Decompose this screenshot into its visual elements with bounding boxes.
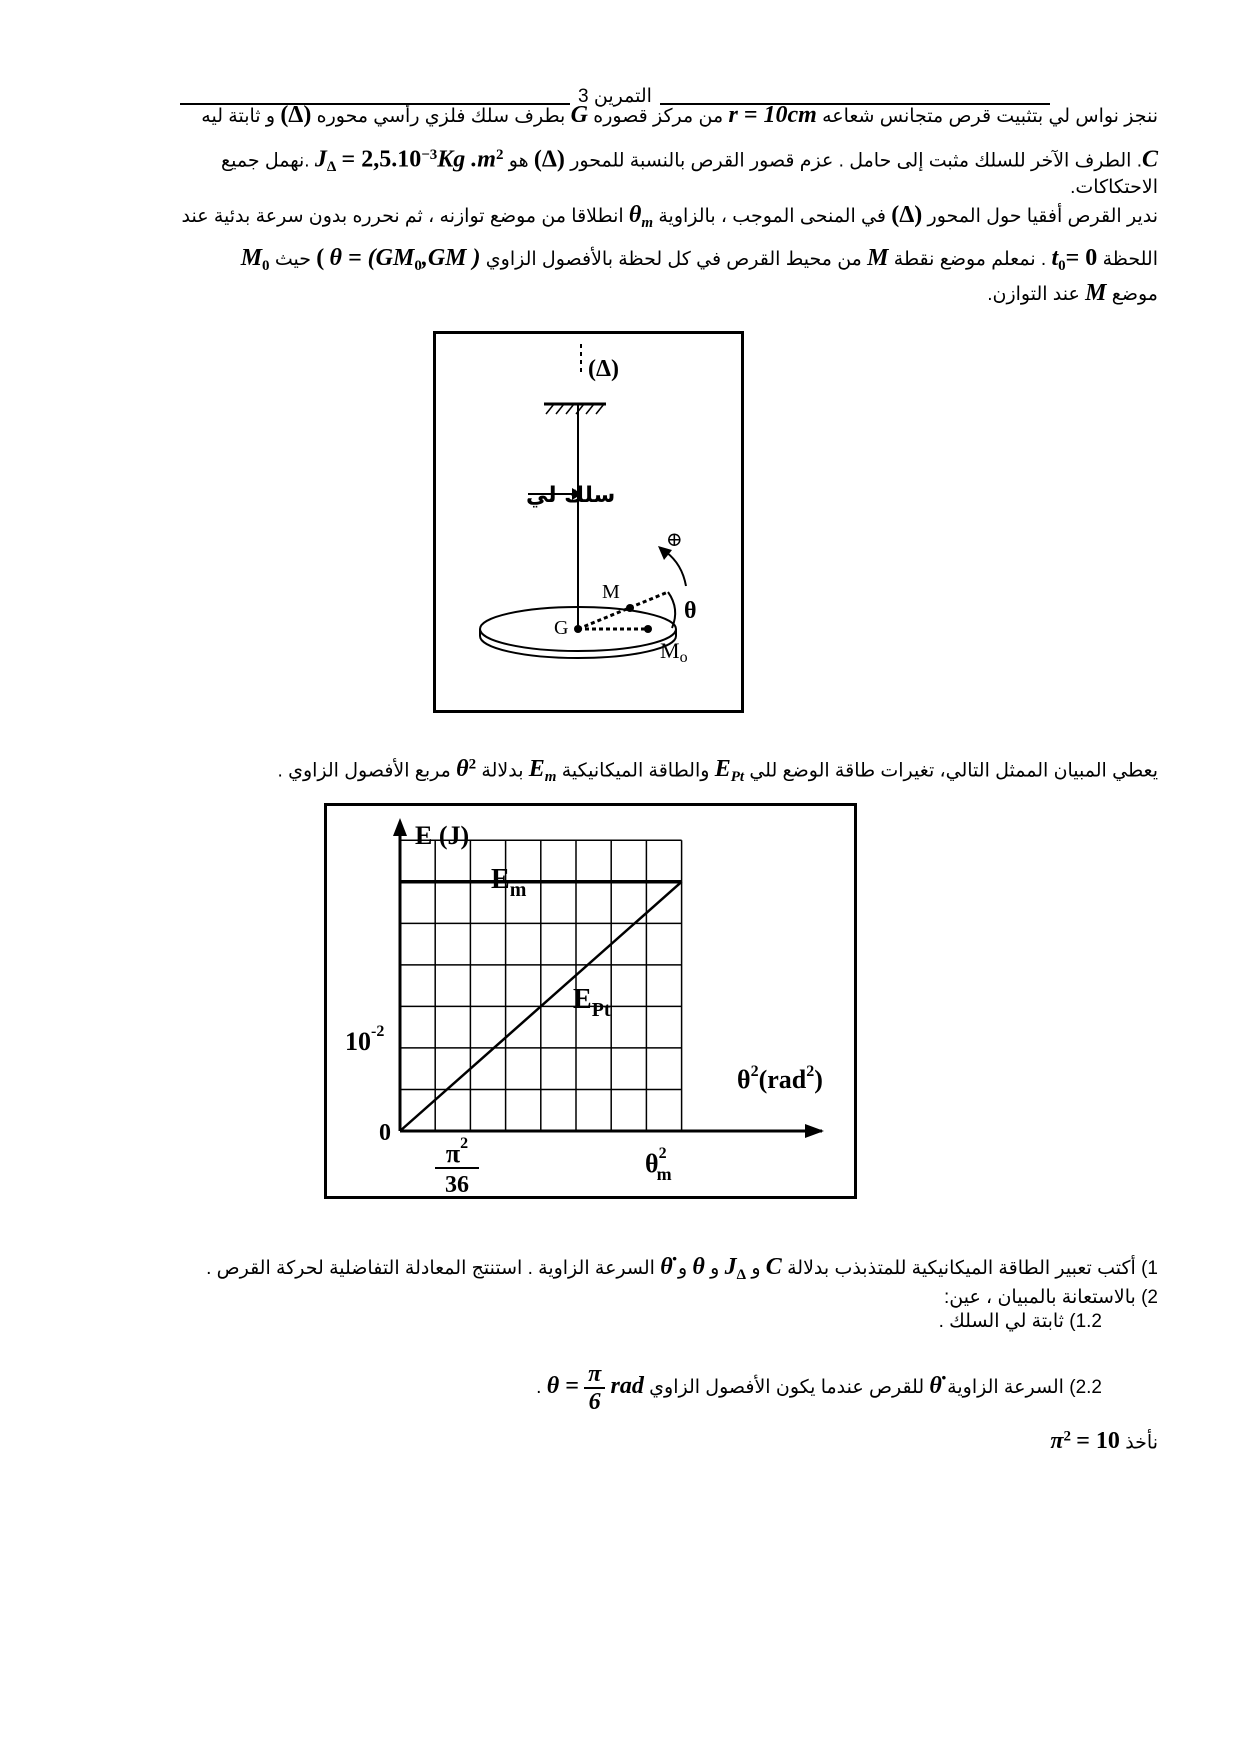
wire-label: سلك لي [526, 483, 616, 508]
point-M0-label: Mo [660, 638, 688, 666]
EPt-series-label: $E_{Pt}$ [573, 984, 611, 1021]
chart-grid [400, 840, 682, 1131]
paragraph1-line1: ننجز نواس لي بتثبيت قرص متجانس شعاعه r = 10cm من مركز قصوره G بطرف سلك فلزي رأسي محوره (Δ) و ثابتة ليه [201, 102, 1158, 128]
point-M0 [644, 625, 652, 633]
paragraph2-line1: ندير القرص أفقيا حول المحور (Δ) في المنحى الموجب ، بالزاوية $\theta_m$ انطلاقا من موضع توازنه ، ثم نحرره بدون سرعة بدئية عند [181, 202, 1158, 231]
positive-direction-arc [666, 552, 686, 586]
question-1: 1) أكتب تعبير الطاقة الميكانيكية للمتذبذب بدلالة C و $J_\Delta$ و θ و θ̇ السرعة الزاوية . استنتج المعادلة التفاضلية لحركة القرص . [206, 1254, 1158, 1283]
energy-chart [327, 806, 854, 1196]
point-M [626, 604, 634, 612]
angle-theta-label: θ [684, 598, 697, 624]
question-2-1: 1.2) ثابتة لي السلك . [938, 1311, 1102, 1332]
x-tick-label-pi2-36 [435, 1135, 479, 1196]
paragraph2-line2: اللحظة $t_0= 0$ . نمعلم موضع نقطة M من محيط القرص في كل لحظة بالأفصول الزاوي ( $\theta = (GM_0,GM$ ) حيث $M_0$ [240, 245, 1158, 274]
y-axis-arrowhead [393, 818, 407, 836]
paragraph1-line2: C. الطرف الآخر للسلك مثبت إلى حامل . عزم قصور القرص بالنسبة للمحور (Δ) هو $J_\Delta = 2,5.10^{-3}Kg$ $.m^2$ .نهمل جميع [221, 146, 1158, 176]
note-pi-squared: نأخذ $\pi^2 = 10$ [1050, 1428, 1158, 1455]
positive-sign: ⊕ [666, 529, 683, 551]
Em-series-label: $E_m$ [491, 864, 527, 901]
paragraph1-line3: الاحتكاكات. [1070, 177, 1158, 198]
torsion-pendulum-drawing [436, 334, 741, 710]
pi-over-6-fraction: $\frac{\pi}{6}$ [584, 1361, 605, 1415]
origin-label: 0 [379, 1120, 391, 1146]
point-M-label: M [602, 581, 620, 603]
y-axis-label: E (J) [415, 821, 470, 850]
svg-text:π2: $\pi^2$ [445, 1135, 469, 1168]
svg-text:36: 36 [445, 1172, 469, 1196]
disc-side [480, 629, 676, 658]
point-G-label: G [554, 617, 569, 639]
x-axis-arrowhead [805, 1124, 824, 1138]
torsion-pendulum-figure [433, 331, 744, 713]
axis-label: (Δ) [588, 356, 620, 382]
exercise-title: التمرين 3 [578, 86, 652, 107]
energy-chart-figure [324, 803, 857, 1199]
G-M-dotted-line [578, 592, 668, 629]
paragraph2-line3: موضع M عند التوازن. [987, 280, 1158, 306]
x-tick-label-theta-m2: $\theta^2$ m [645, 1145, 672, 1184]
question-2: 2) بالاستعانة بالمبيان ، عين: [943, 1287, 1158, 1308]
y-tick-label: $10^{-2}$ [345, 1023, 385, 1056]
question-2-2: 2.2) السرعة الزاوية θ̇ للقرص عندما يكون الأفصول الزاوي θ = $\frac{\pi}{6}$ rad . [536, 1360, 1102, 1415]
paragraph3: يعطي المبيان الممثل التالي، تغيرات طاقة الوضع للي $E_{Pt}$ والطاقة الميكانيكية $E_m$ بدلالة $\theta^2$ مربع الأفصول الزاوي . [277, 756, 1158, 786]
x-axis-label: $\theta^2(rad^2)$ [737, 1063, 823, 1094]
